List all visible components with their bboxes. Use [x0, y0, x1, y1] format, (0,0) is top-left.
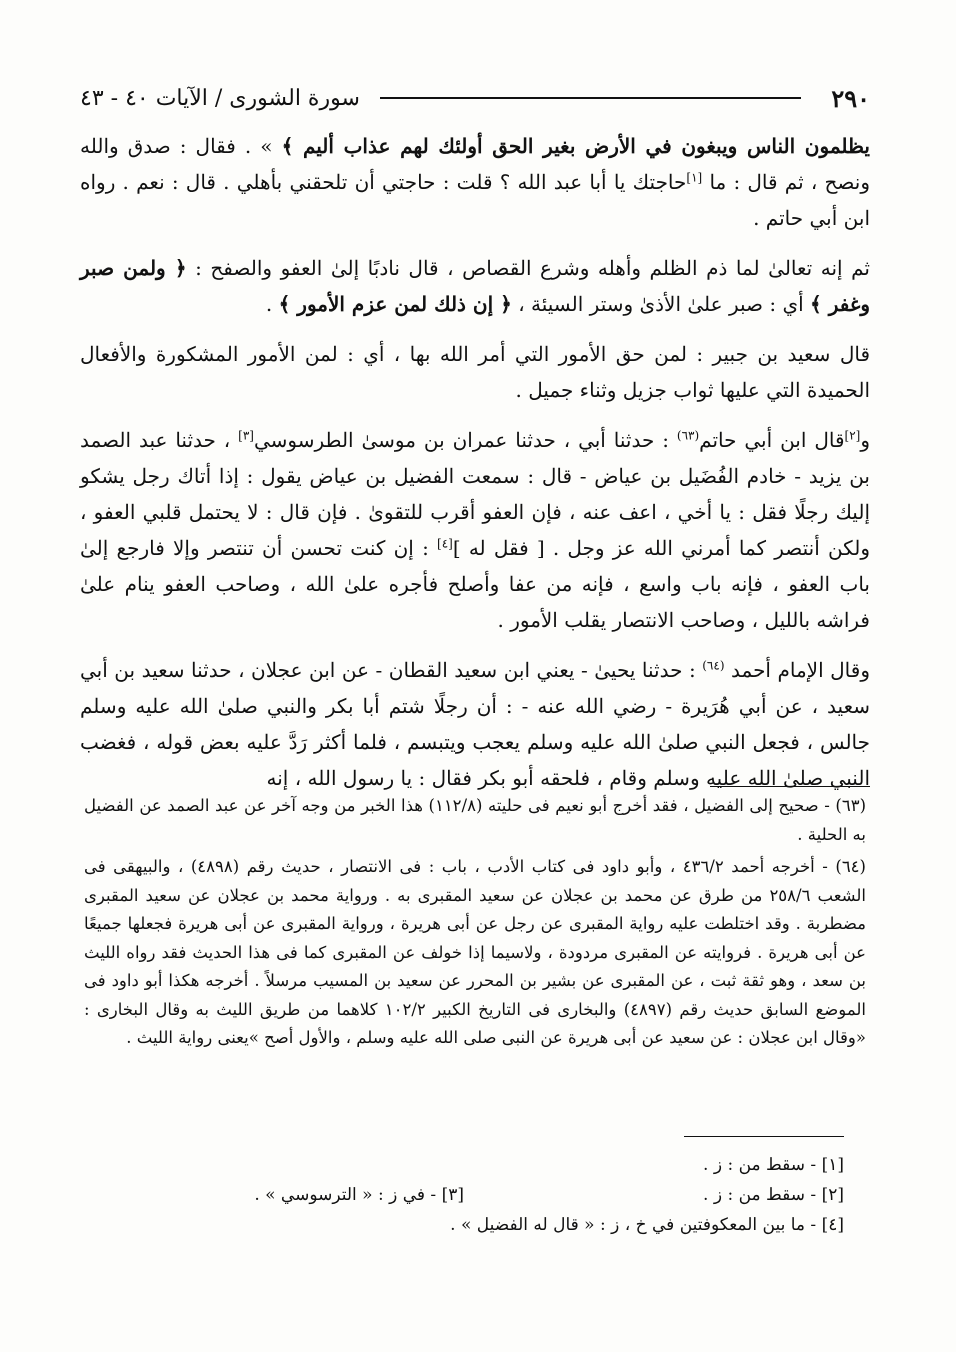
text: : حدثنا أبي ، حدثنا عمران بن موسىٰ الطرسوسي — [253, 428, 677, 452]
footnote-63: (٦٣) - صحيح إلى الفضيل ، فقد أخرج أبو نعيم فى حليته (١١٢/٨) هذا الخبر من وجه آخر عن عبد الصمد عن الفضيل به الحلية . — [84, 796, 866, 844]
collation-note-3: [٣] - في ز : « الترسوسي » . — [254, 1185, 464, 1205]
text: : إن كنت تحسن أن تنتصر وإلا فارجع إلىٰ باب العفو ، فإنه باب واسع ، فإنه من عفا وأصلح فأجره علىٰ الله ، وصاحب العفو ينام علىٰ فراشه بالليل ، وصاحب الانتصار يقلب الأمور . — [80, 536, 870, 632]
collation-notes — [84, 1150, 844, 1240]
collation-note-4: [٤] - ما بين المعكوفتين في خ ، ز : « قال له الفضيل » . — [450, 1215, 844, 1235]
paragraph-4 — [80, 422, 870, 638]
collation-mark: [٤] — [437, 536, 453, 551]
page-header — [80, 78, 870, 118]
text: قال ابن أبي حاتم — [699, 428, 845, 452]
collation-separator — [684, 1136, 844, 1137]
collation-note-1: [١] - سقط من : ز . — [703, 1155, 844, 1175]
text: حاجتك يا أبا عبد الله ؟ قلت : حاجتي أن تلحقني بأهلي . قال : نعم . رواه ابن أبي حاتم . — [80, 170, 870, 230]
text: أي : صبر علىٰ الأذىٰ وستر السيئة ، — [511, 292, 811, 316]
collation-mark: [٢] — [844, 428, 861, 443]
collation-note-2: [٢] - سقط من : ز . — [703, 1185, 844, 1205]
footnote-separator — [710, 786, 870, 787]
collation-row — [84, 1180, 844, 1210]
collation-mark: [٣] — [238, 428, 254, 443]
footnote-mark: (٦٤) — [702, 658, 725, 673]
text: و — [860, 428, 871, 452]
text: ثم إنه تعالىٰ لما ذم الظلم وأهله وشرع القصاص ، قال نادبًا إلىٰ العفو والصفح : — [186, 256, 870, 280]
main-text — [80, 128, 870, 796]
header-rule — [380, 97, 801, 99]
collation-mark: [١] — [686, 170, 703, 185]
quran-quote: يظلمون الناس ويبغون في الأرض بغير الحق أولئك لهم عذاب أليم ﴾ — [281, 134, 870, 158]
running-title: سورة الشورى / الآيات ٤٠ - ٤٣ — [80, 85, 360, 111]
quran-quote: ﴿ ولمن صبر وغفر ﴾ — [80, 256, 870, 316]
text: : حدثنا يحيىٰ - يعني ابن سعيد القطان - عن ابن عجلان ، حدثنا سعيد بن أبي سعيد ، عن أبي هُرَيرة - رضي الله عنه - : أن رجلًا شتم أبا بكر والنبي صلىٰ الله عليه وسلم جالس ، فجعل النبي صلىٰ الله عليه وسلم يعجب ويتبسم ، فلما أكثر رَدَّ عليه بعض قوله ، فغضب النبي صلىٰ الله عليه وسلم وقام ، فلحقه أبو بكر فقال : يا رسول الله ، إنه — [80, 658, 870, 790]
footnotes — [84, 792, 866, 1057]
footnote-64: (٦٤) - أخرجه أحمد ٤٣٦/٢ ، وأبو داود فى كتاب الأدب ، باب : فى الانتصار ، حديث رقم (٤٨٩٨) ، والبيهقى فى الشعب ٢٥٨/٦ من طرق عن محمد بن عجلان عن سعيد المقبرى به . ورواية محمد بن عجلان عن سعيد المقبرى مضطربة . وقد اختلطت عليه رواية المقبرى عن رجل عن أبى هريرة ، ورواية المقبرى عن أبى هريرة فجعلها جميعًا عن أبى هريرة . فروايته عن المقبرى مردودة ، ولاسيما إذا خولف عن المقبرى كما فى هذا الحديث فقد رواه الليث بن سعد ، وهو ثقة ثبت ، عن المقبرى عن بشير بن المحرر عن سعيد بن المسيب مرسلاً . أخرجه هكذا أبو داود فى الموضع السابق حديث رقم (٤٨٩٧) والبخارى فى التاريخ الكبير ١٠٢/٢ كلاهما من طريق الليث به وقال البخارى : «وقال ابن عجلان : عن سعيد عن أبى هريرة عن النبى صلى الله عليه وسلم ، والأول أصح »يعنى رواية الليث . — [84, 857, 866, 1047]
paragraph-2 — [80, 250, 870, 322]
text: . — [265, 292, 279, 316]
footnote-mark: (٦٣) — [676, 428, 700, 443]
page-number: ٢٩٠ — [831, 83, 870, 113]
paragraph-5 — [80, 652, 870, 796]
text: ، حدثنا عبد الصمد بن يزيد - خادم الفُضَيل بن عياض - قال : سمعت الفضيل بن عياض يقول : إذا أتاك رجل يشكو إليك رجلًا فقل : يا أخي ، اعف عنه ، فإن العفو أقرب للتقوىٰ . فإن قال : لا يحتمل قلبي العفو ، ولكن أنتصر كما أمرني الله عز وجل . [ فقل له ] — [80, 428, 870, 560]
text: وقال الإمام أحمد — [724, 658, 870, 682]
text: » . فقال : صدق والله ونصح ، ثم قال : ما — [80, 134, 870, 194]
paragraph-3: قال سعيد بن جبير : لمن حق الأمور التي أمر الله بها ، أي : لمن الأمور المشكورة والأفعال الحميدة التي عليها ثواب جزيل وثناء جميل . — [80, 342, 870, 402]
paragraph-1 — [80, 128, 870, 236]
quran-quote: ﴿ إن ذلك لمن عزم الأمور ﴾ — [278, 292, 512, 316]
collation-row — [84, 1150, 844, 1180]
collation-row — [84, 1210, 844, 1240]
